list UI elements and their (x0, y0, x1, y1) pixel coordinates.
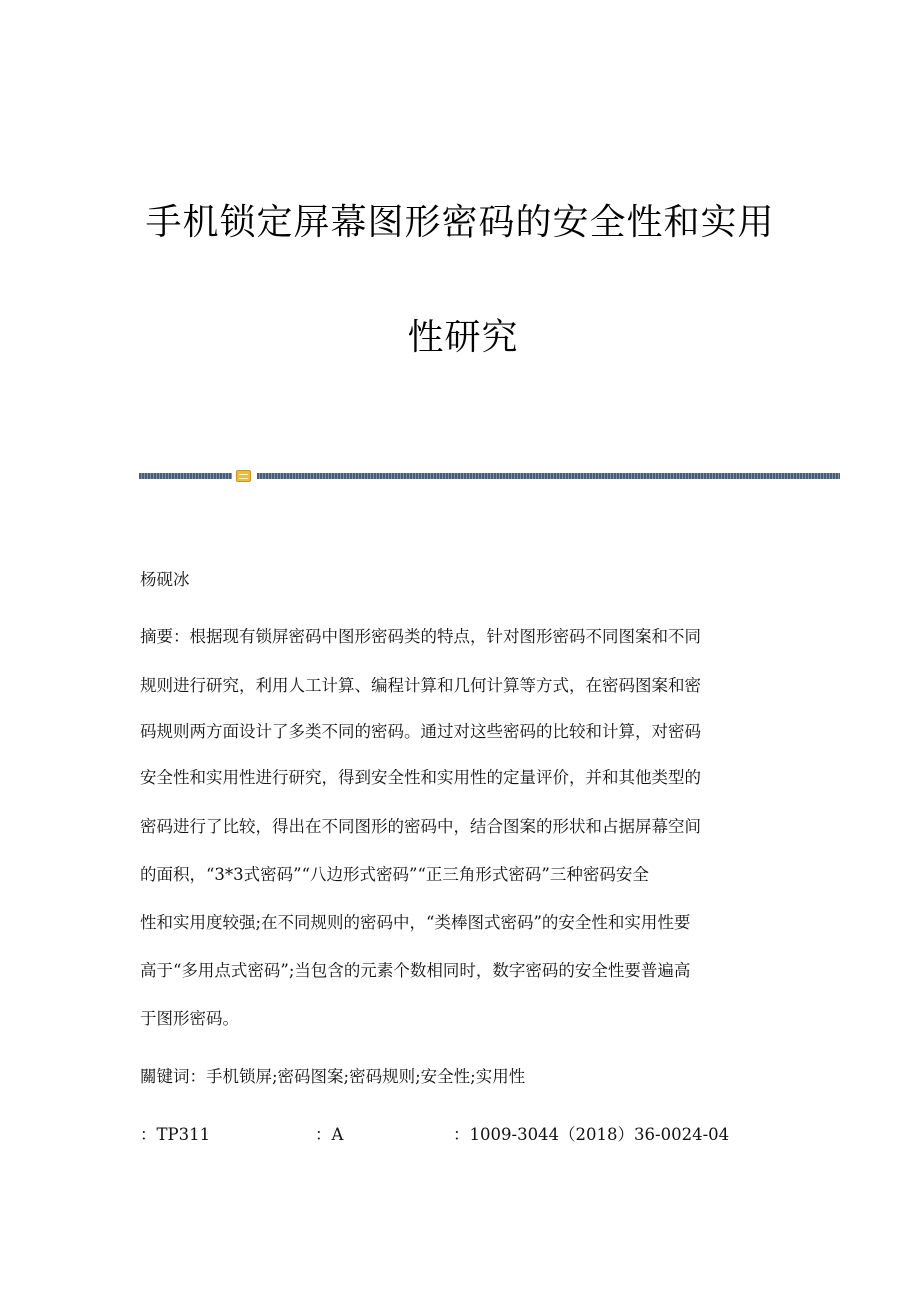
abstract-line: 安全性和实用性进行研究，得到安全性和实用性的定量评价，并和其他类型的 (140, 768, 701, 787)
paper-title-line-2: 性研究 (407, 317, 519, 358)
article-id: ：1009-3044（2018）36-0024-04 (453, 1125, 730, 1144)
abstract-line: 的面积，“3*3式密码”“八边形式密码”“正三角形式密码”三种密码安全 (140, 865, 649, 884)
paper-title (100, 202, 820, 358)
section-divider (139, 470, 840, 482)
abstract-line: 码规则两方面设计了多类不同的密码。通过对这些密码的比较和计算，对密码 (140, 722, 701, 741)
document-code: ：A (315, 1125, 344, 1144)
abstract-line: 高于“多用点式密码”;当包含的元素个数相同时，数字密码的安全性要普遍高 (140, 961, 691, 980)
author-name: 杨砚冰 (140, 570, 190, 589)
abstract-line: 于图形密码。 (140, 1009, 239, 1028)
clc-number: ：TP311 (140, 1125, 211, 1144)
abstract-line: 密码进行了比较，得出在不同图形的密码中，结合图案的形状和占据屏幕空间 (140, 817, 701, 836)
abstract-line: 性和实用度较强;在不同规则的密码中，“类棒图式密码”的安全性和实用性要 (140, 913, 691, 932)
classification-row (140, 1122, 780, 1148)
divider-bar-right (257, 473, 840, 479)
paper-title-line-1: 手机锁定屏幕图形密码的安全性和实用 (145, 202, 775, 243)
divider-bar-left (139, 473, 232, 479)
envelope-ornament-icon (236, 470, 251, 482)
keywords: 關键词：手机锁屏;密码图案;密码规则;安全性;实用性 (140, 1067, 526, 1086)
abstract-line: 摘要：根据现有锁屏密码中图形密码类的特点，针对图形密码不同图案和不同 (140, 627, 701, 646)
abstract-line: 规则进行研究，利用人工计算、编程计算和几何计算等方式，在密码图案和密 (140, 676, 701, 695)
